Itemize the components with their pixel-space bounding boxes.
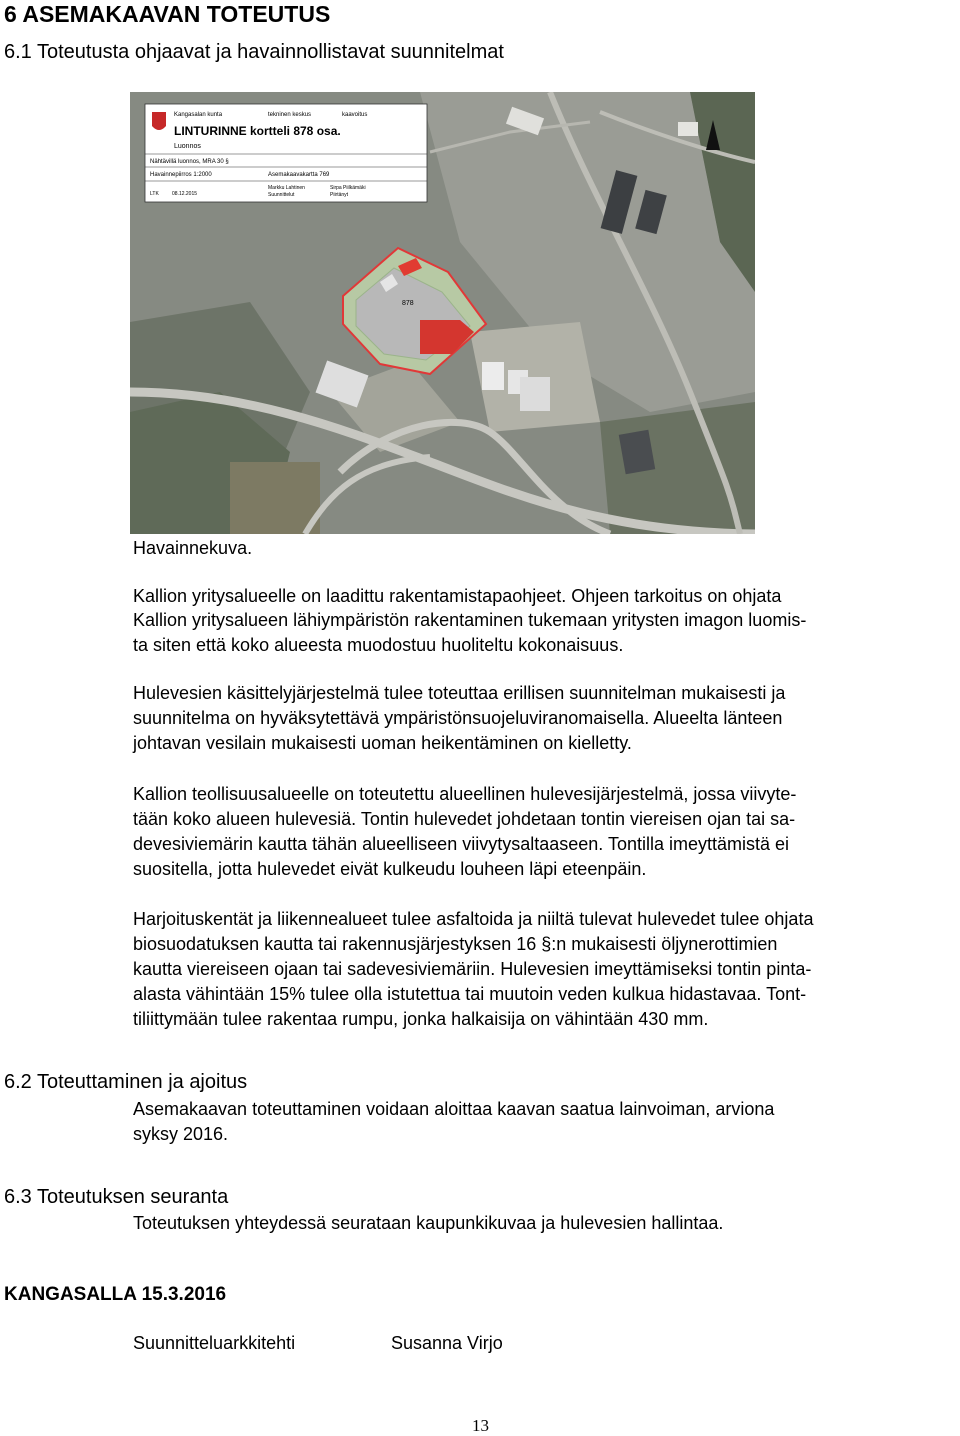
page-number: 13: [472, 1416, 489, 1435]
section-62-heading: 6.2 Toteuttaminen ja ajoitus: [4, 1071, 248, 1093]
legend-department: tekninen keskus: [268, 112, 312, 118]
body-line: Kallion yritysalueelle on laadittu rakentamistapaohjeet. Ohjeen tarkoitus on ohjata: [133, 586, 782, 606]
signature-role: Suunnitteluarkkitehti: [133, 1333, 296, 1353]
page-heading: 6 ASEMAKAAVAN TOTEUTUS: [4, 1, 331, 27]
section-63-line: Toteutuksen yhteydessä seurataan kaupunkikuvaa ja hulevesien hallintaa.: [133, 1213, 724, 1233]
body-line: suunnitelma on hyväksytettävä ympäristönsuojeluviranomaisella. Alueelta länteen: [133, 708, 783, 728]
legend-drawing-label: Havainnepiirros 1:2000: [150, 172, 212, 178]
body-line: tään koko alueen hulevesiä. Tontin hulevedet johdetaan tontin viereisen ojan tai sa-: [133, 809, 796, 829]
plan-legend: [145, 104, 427, 202]
legend-stage: Luonnos: [174, 143, 201, 150]
legend-title: LINTURINNE kortteli 878 osa.: [174, 124, 341, 138]
figure-caption: Havainnekuva.: [133, 538, 253, 558]
aerial-site-plan: [130, 92, 755, 534]
body-line: Kallion yritysalueen lähiympäristön rakentaminen tukemaan yritysten imagon luomis-: [133, 610, 807, 630]
body-line: suositella, jotta hulevedet eivät kulkeudu louheen läpi eteenpäin.: [133, 859, 647, 879]
body-line: alasta vähintään 15% tulee olla istutettua tai muutoin veden kulkua hidastavaa. Tont-: [133, 984, 807, 1004]
legend-person2-role: Piirtänyt: [330, 192, 349, 198]
body-line: ta siten että koko alueesta muodostuu huoliteltu kokonaisuus.: [133, 635, 624, 655]
body-line: devesiviemärin kautta tähän alueelliseen viivytysaltaaseen. Tontilla imeyttämistä ei: [133, 834, 790, 854]
block-number-label: 878: [402, 300, 414, 307]
body-line: tiliittymään tulee rakentaa rumpu, jonka halkaisija on vähintään 430 mm.: [133, 1009, 709, 1029]
legend-status: Nähtävillä luonnos, MRA 30 §: [150, 159, 229, 165]
section-62-line: syksy 2016.: [133, 1124, 229, 1144]
legend-date: 08.12.2015: [172, 191, 198, 197]
legend-drafter-code: LTK: [150, 191, 159, 197]
section-62-line: Asemakaavan toteuttaminen voidaan aloittaa kaavan saatua lainvoiman, arviona: [133, 1099, 775, 1119]
legend-person2-name: Sirpa Piilkämäki: [330, 185, 366, 191]
body-line: Kallion teollisuusalueelle on toteutettu alueellinen hulevesijärjestelmä, jossa viivyte-: [133, 784, 797, 804]
section-63-heading: 6.3 Toteutuksen seuranta: [4, 1186, 229, 1208]
legend-unit: kaavoitus: [342, 112, 368, 118]
legend-map-label: Asemakaavakartta 769: [268, 172, 330, 178]
body-line: johtavan vesilain mukaisesti uoman heikentäminen on kielletty.: [133, 733, 632, 753]
body-line: kautta viereiseen ojaan tai sadevesiviemäriin. Hulevesien imeyttämiseksi tontin pinta-: [133, 959, 812, 979]
legend-person1-name: Markku Lahtinen: [268, 185, 305, 191]
body-line: Harjoituskentät ja liikennealueet tulee asfaltoida ja niiltä tulevat hulevedet tulee ohjata: [133, 909, 814, 929]
signature-name: Susanna Virjo: [391, 1333, 503, 1353]
legend-person1-role: Suunnittelut: [268, 192, 295, 198]
legend-organisation: Kangasalan kunta: [174, 112, 223, 118]
body-line: Hulevesien käsittelyjärjestelmä tulee toteuttaa erillisen suunnitelman mukaisesti ja: [133, 683, 786, 703]
place-date: KANGASALLA 15.3.2016: [4, 1284, 227, 1305]
municipal-crest-icon: [152, 112, 166, 130]
body-line: biosuodatuksen kautta tai rakennusjärjestyksen 16 §:n mukaisesti öljynerottimien: [133, 934, 778, 954]
section-61-heading: 6.1 Toteutusta ohjaavat ja havainnollistavat suunnitelmat: [4, 41, 504, 63]
